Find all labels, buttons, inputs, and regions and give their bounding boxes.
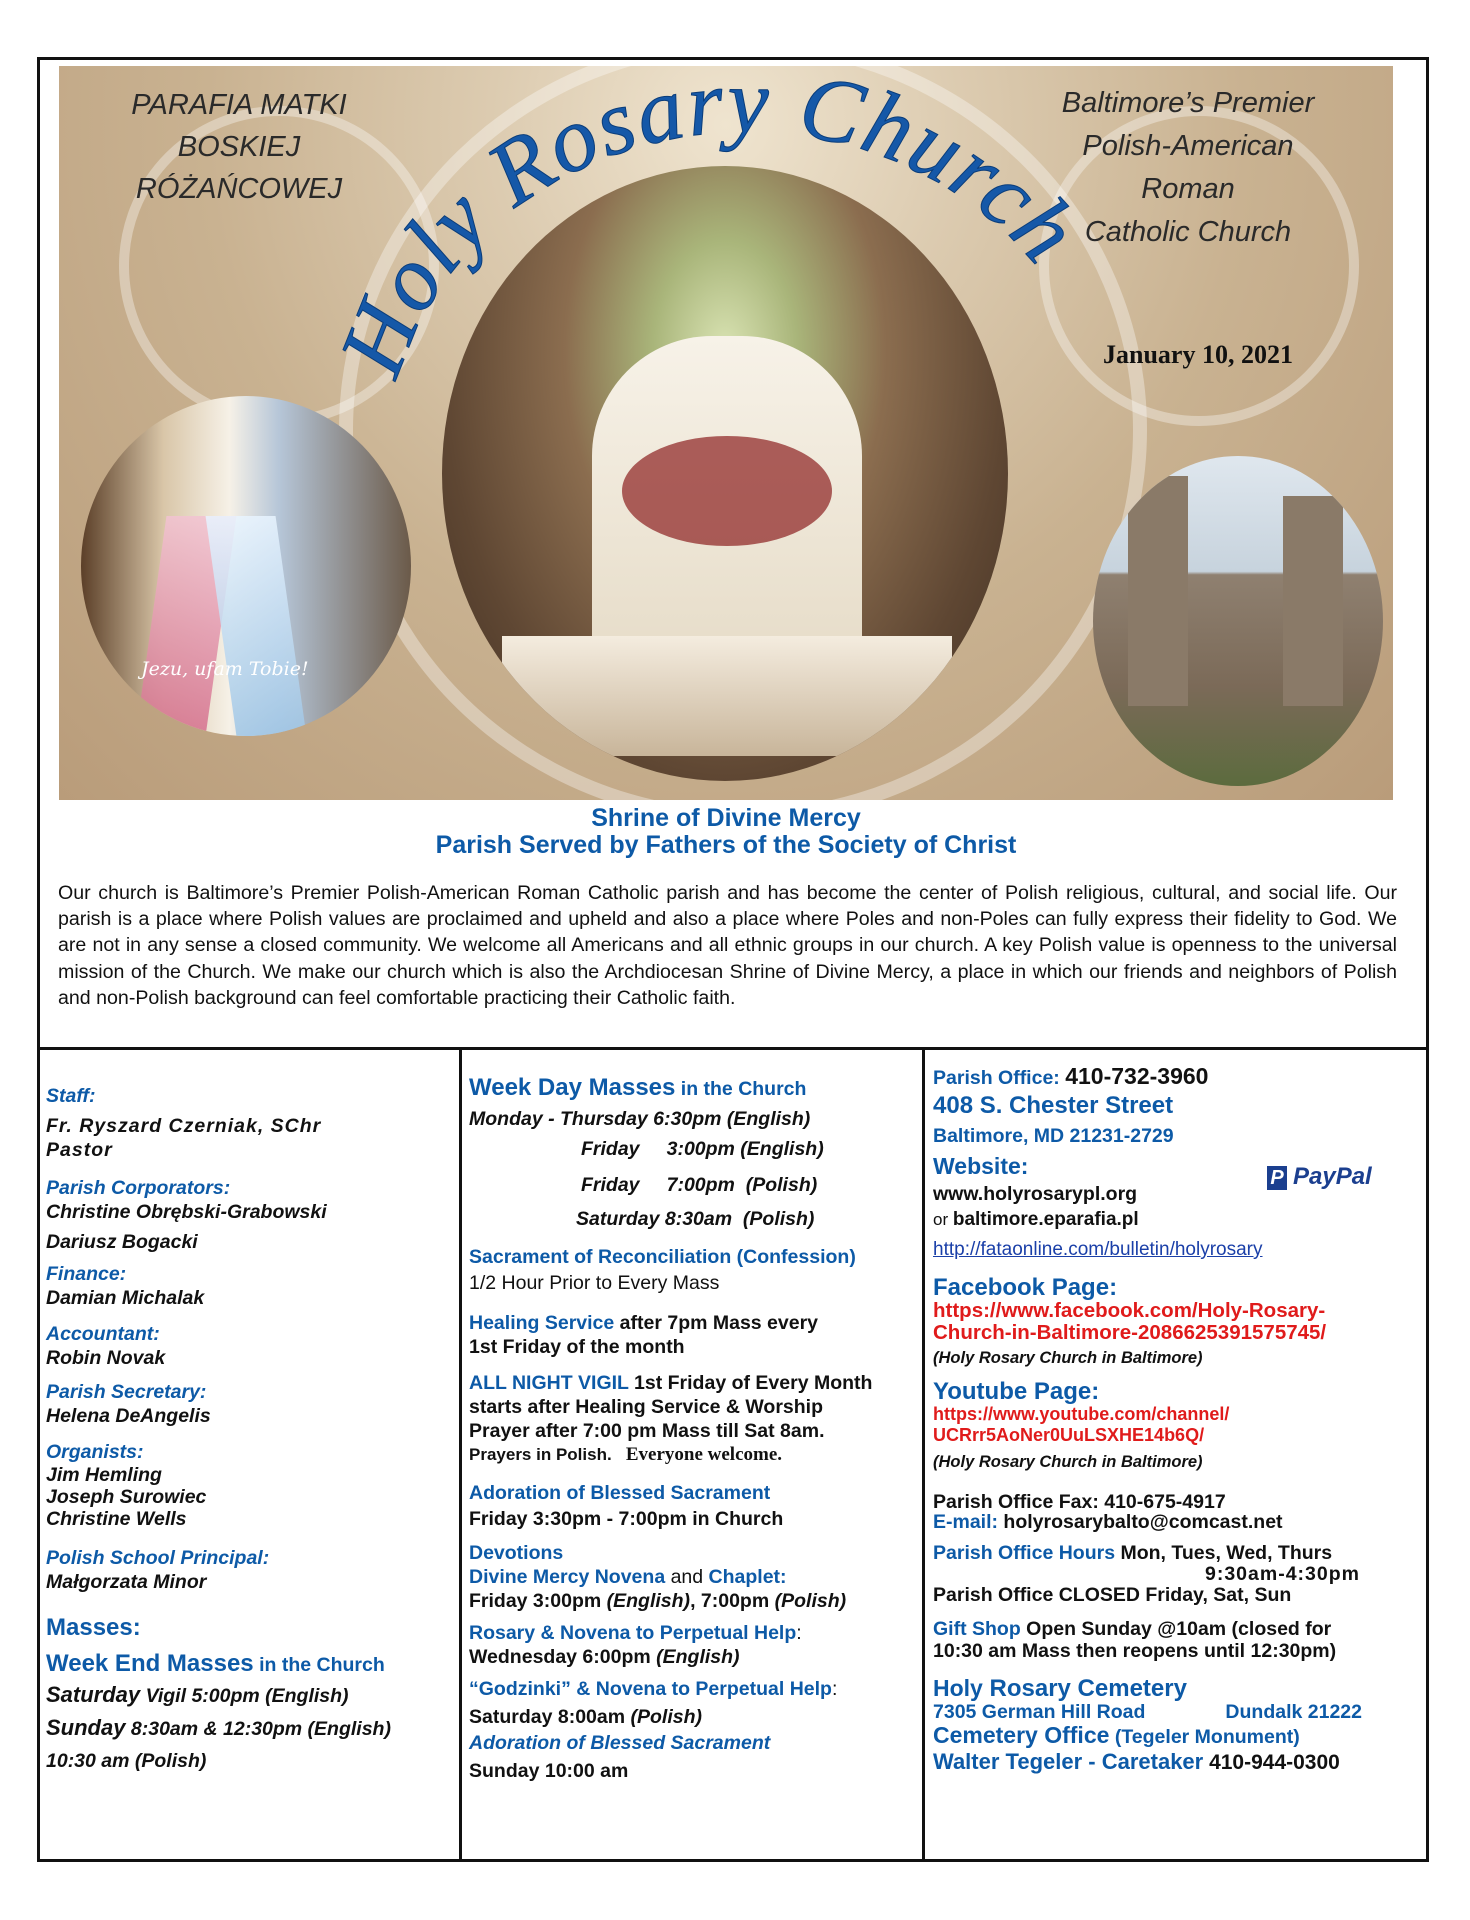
corporator-name: Christine Obrębski-Grabowski <box>46 1201 327 1223</box>
caretaker: Walter Tegeler - Caretaker 410-944-0300 <box>933 1749 1340 1774</box>
pastor-role: Pastor <box>46 1139 113 1161</box>
weekday-mass: Friday 7:00pm (Polish) <box>581 1174 818 1196</box>
secretary-name: Helena DeAngelis <box>46 1405 211 1427</box>
reconciliation-label: Sacrament of Reconciliation (Confession) <box>469 1246 856 1268</box>
secretary-label: Parish Secretary: <box>46 1381 207 1403</box>
corporators-label: Parish Corporators: <box>46 1177 231 1199</box>
facebook-label: Facebook Page: <box>933 1274 1118 1301</box>
email[interactable]: E-mail: holyrosarybalto@comcast.net <box>933 1511 1283 1533</box>
accountant-label: Accountant: <box>46 1323 160 1345</box>
city-address: Baltimore, MD 21231-2729 <box>933 1125 1174 1147</box>
organist-name: Christine Wells <box>46 1508 187 1530</box>
facebook-link[interactable]: https://www.facebook.com/Holy-Rosary- Church-in-Baltimore-208662539157574​5/ <box>933 1299 1327 1344</box>
principal-label: Polish School Principal: <box>46 1547 270 1569</box>
parish-tagline: Baltimore’s Premier Polish-American Roman Catholic Church <box>1061 87 1315 248</box>
organists-label: Organists: <box>46 1441 144 1463</box>
bulletin-link[interactable]: http://fataonline.com/bulletin/holyrosary <box>933 1239 1263 1260</box>
gift-shop-details: 10:30 am Mass then reopens until 12:30pm) <box>933 1640 1337 1662</box>
corporator-name: Dariusz Bogacki <box>46 1231 198 1253</box>
masses-label: Masses: <box>46 1614 141 1641</box>
eparafia-link[interactable]: or baltimore.eparafia.pl <box>933 1209 1139 1230</box>
staff-column <box>46 1060 446 1773</box>
adoration-time: Friday 3:30pm - 7:00pm in Church <box>469 1508 784 1530</box>
facebook-note: (Holy Rosary Church in Baltimore) <box>933 1349 1203 1367</box>
youtube-label: Youtube Page: <box>933 1378 1100 1405</box>
cemetery-office: Cemetery Office (Tegeler Monument) <box>933 1722 1300 1748</box>
pastor-name: Fr. Ryszard Czerniak, SChr <box>46 1115 322 1137</box>
weekend-masses-heading: Week End Masses in the Church <box>46 1650 385 1677</box>
church-title: Holy Rosary Church <box>319 49 1100 389</box>
youtube-link[interactable]: https://www.youtube.com/channel/ UCRrr5AoNer0UuLSXHE14b6Q/ <box>933 1404 1230 1445</box>
cemetery-address: 7305 German Hill Road Dundalk 21222 <box>933 1701 1362 1723</box>
godzinki-time: Saturday 8:00am (Polish) <box>469 1706 702 1728</box>
finance-name: Damian Michalak <box>46 1287 205 1309</box>
divider <box>922 1050 925 1860</box>
staff-label: Staff: <box>46 1085 96 1107</box>
adoration-sunday-time: Sunday 10:00 am <box>469 1760 629 1782</box>
gift-shop: Gift Shop Open Sunday @10am (closed for <box>933 1618 1332 1640</box>
vigil-note: Prayers in Polish. Everyone welcome. <box>469 1444 783 1465</box>
polish-parish-name: PARAFIA MATKI BOSKIEJ RÓŻAŃCOWEJ <box>131 89 347 205</box>
website-link[interactable]: www.holyrosarypl.org <box>933 1183 1138 1205</box>
vigil-details: starts after Healing Service & Worship Prayer after 7:00 pm Mass till Sat 8am. <box>469 1396 825 1442</box>
adoration-sunday-label: Adoration of Blessed Sacrament <box>469 1732 771 1754</box>
sunday-mass: Sunday 8:30am & 12:30pm (English) <box>46 1715 391 1740</box>
principal-name: Małgorzata Minor <box>46 1571 207 1593</box>
office-hours-time: 9:30am-4:30pm <box>1205 1563 1360 1585</box>
divine-mercy-time: Friday 3:00pm (English), 7:00pm (Polish) <box>469 1590 847 1612</box>
divider <box>37 1047 1429 1050</box>
paypal-logo[interactable]: P PayPal <box>1267 1163 1372 1191</box>
weekday-mass: Saturday 8:30am (Polish) <box>576 1208 815 1230</box>
organist-name: Joseph Surowiec <box>46 1486 207 1508</box>
healing-service: Healing Service after 7pm Mass every <box>469 1312 819 1334</box>
office-fax: Parish Office Fax: 410-675-4917 <box>933 1491 1226 1513</box>
office-hours: Parish Office Hours Mon, Tues, Wed, Thurs <box>933 1542 1333 1564</box>
finance-label: Finance: <box>46 1263 127 1285</box>
healing-service-time: 1st Friday of the month <box>469 1336 685 1358</box>
website-label: Website: <box>933 1153 1029 1179</box>
rosary-time: Wednesday 6:00pm (English) <box>469 1646 740 1668</box>
devotions-label: Devotions <box>469 1542 564 1564</box>
all-night-vigil: ALL NIGHT VIGIL 1st Friday of Every Month <box>469 1372 873 1394</box>
image-caption: Jezu, ufam Tobie! <box>141 658 309 680</box>
godzinki-label: “Godzinki” & Novena to Perpetual Help: <box>469 1678 838 1700</box>
organist-name: Jim Hemling <box>46 1464 162 1486</box>
youtube-note: (Holy Rosary Church in Baltimore) <box>933 1453 1203 1471</box>
subtitle: Shrine of Divine Mercy Parish Served by Fathers of the Society of Christ <box>435 804 1017 859</box>
rosary-label: Rosary & Novena to Perpetual Help: <box>469 1622 802 1644</box>
street-address: 408 S. Chester Street <box>933 1092 1174 1119</box>
divine-mercy-label: Divine Mercy Novena and Chaplet: <box>469 1566 787 1588</box>
weekday-mass: Friday 3:00pm (English) <box>581 1138 824 1160</box>
accountant-name: Robin Novak <box>46 1347 166 1369</box>
paypal-icon: P <box>1267 1166 1287 1190</box>
adoration-label: Adoration of Blessed Sacrament <box>469 1482 771 1504</box>
office-closed: Parish Office CLOSED Friday, Sat, Sun <box>933 1584 1292 1606</box>
reconciliation-time: 1/2 Hour Prior to Every Mass <box>469 1272 720 1294</box>
divider <box>459 1050 462 1860</box>
schedule-column <box>469 1060 919 1783</box>
sunday-polish-mass: 10:30 am (Polish) <box>46 1750 207 1772</box>
weekday-mass: Monday - Thursday 6:30pm (English) <box>469 1108 811 1130</box>
cemetery-heading: Holy Rosary Cemetery <box>933 1675 1187 1702</box>
parish-office: Parish Office: 410-732-3960 <box>933 1063 1209 1089</box>
intro-paragraph: Our church is Baltimore’s Premier Polish-American Roman Catholic parish and has become the center of Polish religious, cultural, and social life. Our parish is a place where Polish values are proclaimed and upheld and also a place where Poles and non-Poles can fully express their fidelity to God. We are not in any sense a closed community. We welcome all Americans and all ethnic groups in our church. A key Polish value is openness to the universal mission of the Church. We make our church which is also the Archdiocesan Shrine of Divine Mercy, a place in which our friends and neighbors of Polish and non-Polish background can feel comfortable practicing their Catholic faith. <box>58 882 1397 1009</box>
saturday-mass: Saturday Vigil 5:00pm (English) <box>46 1682 349 1707</box>
weekday-masses-heading: Week Day Masses in the Church <box>469 1074 807 1101</box>
bulletin-date: January 10, 2021 <box>1103 340 1293 369</box>
